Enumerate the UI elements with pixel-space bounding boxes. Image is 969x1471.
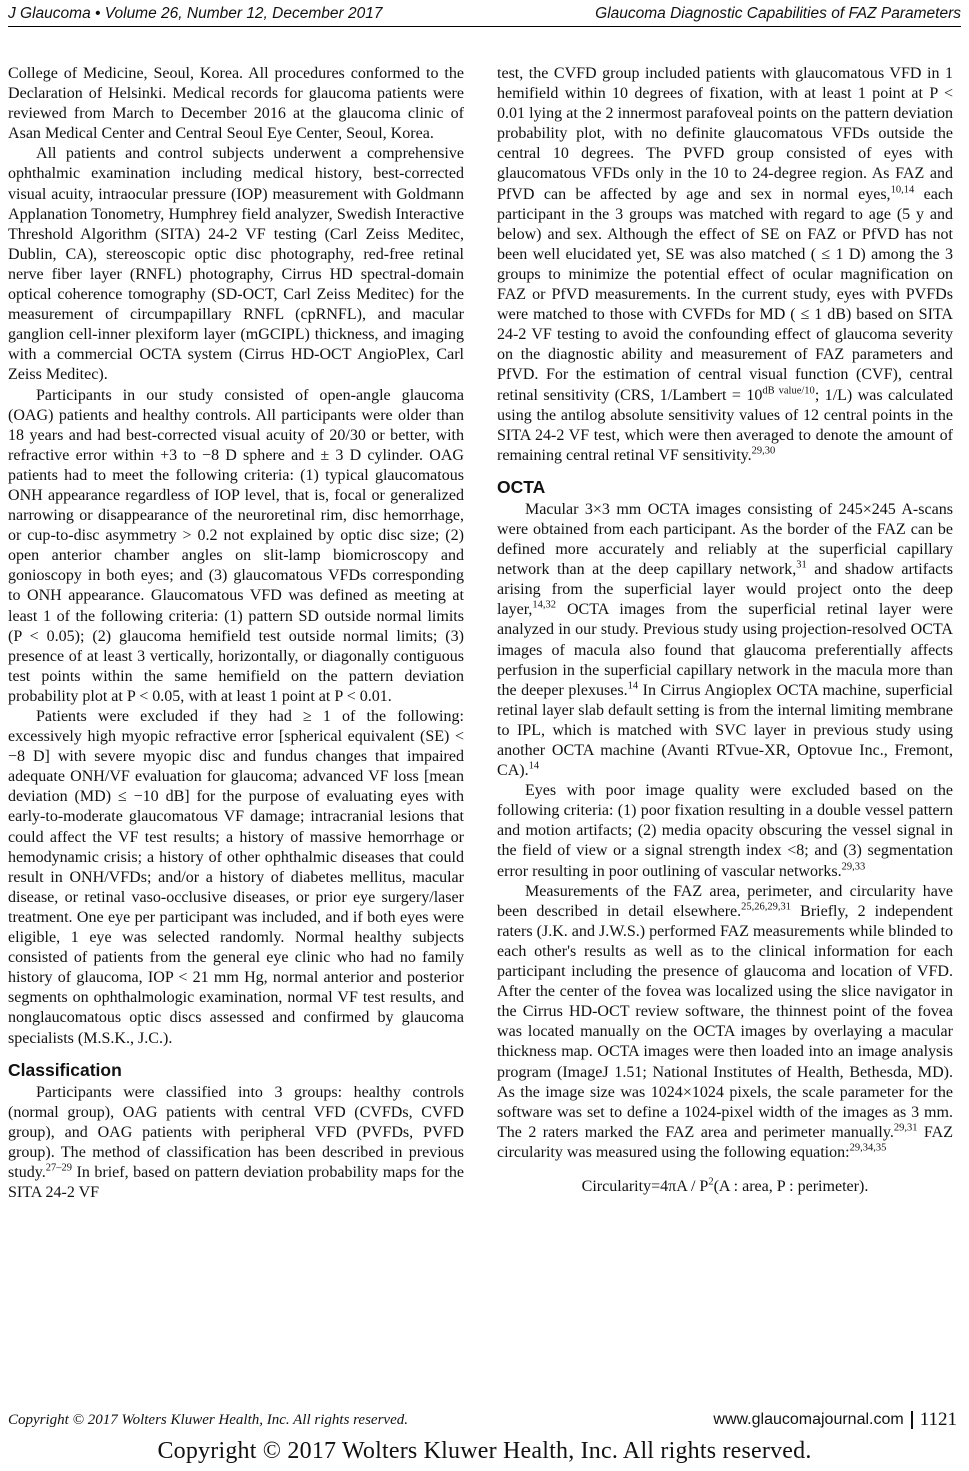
paragraph-text: Patients were excluded if they had ≥ 1 of the following: excessively high myopic refractive error [spherical equivalent (SE) < −8 D] with severe myopic disc and fundus changes that impaired adequate ONH/VF evaluation for glaucoma; advanced VF loss [mean deviation (MD) ≤ −10 dB] for the purpose of evaluating eyes with early-to-moderate glaucomatous VF damage; intracranial lesions that could affect the VF test results; a history of massive hemorrhage or hemodynamic crisis; a history of other ophthalmic diseases that could result in ONH/VFDs; and/or a history of diabetes mellitus, macular disease, or retinal vaso-occlusive diseases, or prior eye surgery/laser treatment. One eye per participant was included, and if both eyes were eligible, 1 eye was selected randomly. Normal healthy subjects consisted of patients from the general eye clinic who had no family history of glaucoma, IOP < 21 mm Hg, normal anterior and posterior segments on ophthalmologic examination, normal VF test results, and nonglaucomatous optic discs assessed and confirmed by glaucoma specialists (M.S.K., J.C.).: [8, 708, 464, 1047]
circularity-equation: [497, 1177, 953, 1197]
paragraph-text: test, the CVFD group included patients with glaucomatous VFD in 1 hemifield within 10 degrees of fixation, with at least 1 point at P < 0.01 lying at the 2 innermost parafoveal points on the pattern deviation probability plot, with no definite glaucomatous VFDs outside the central 10 degrees. The PVFD group consisted of eyes with glaucomatous VFDs only in the 10 to 24-degree region. As FAZ and PfVD can be affected by age and sex in normal eyes,: [497, 65, 953, 203]
paragraph: Participants in our study consisted of open-angle glaucoma (OAG) patients and healthy controls. All participants were older than 18 years and had best-corrected visual acuity of 20/30 or better, with refractive error within +3 to −8 D sphere and ± 3 D cylinder. OAG patients had to meet the following criteria: (1) typical glaucomatous ONH appearance regardless of IOP level, that is, focal or generalized narrowing or disappearance of the neuroretinal rim, disc hemorrhage, or cup-to-disc asymmetry > 0.2 not explained by optic disc size; (2) open anterior chamber angles on slit-lamp biomicroscopy and gonioscopy in both eyes; and (3) glaucomatous VFDs corresponding to ONH appearance. Glaucomatous VFD was defined as meeting at least 1 of the following criteria: (1) pattern SD outside normal limits (P < 0.05); (2) glaucoma hemifield test outside normal limits; (3) presence of at least 3 vertically, horizontally, or diagonally contiguous test points within the same hemifield on the pattern deviation probability plot at P < 0.05, with at least 1 point at P < 0.01.: [8, 386, 464, 705]
paragraph: [497, 781, 953, 881]
page-number: 1121: [919, 1409, 957, 1430]
paragraph-text: Macular 3×3 mm OCTA images consisting of 245×245 A-scans were obtained from each participant. As the border of the FAZ can be defined more accurately and reliably at the superficial capillary network than at the deep capillary network,: [497, 500, 953, 579]
paragraph: [8, 707, 464, 1049]
page-footer: [8, 1408, 957, 1432]
paragraph-text: and shadow artifacts arising from the superficial layer would project onto the deep layer,: [497, 561, 953, 619]
journal-url-link[interactable]: www.glaucomajournal.com: [713, 1411, 904, 1428]
equation-text: Circularity=4πA / P: [581, 1177, 709, 1195]
exponent-superscript: dB value/10: [762, 385, 815, 397]
citation-superscript: 29,30: [751, 445, 776, 457]
citation-superscript: 29,34,35: [849, 1142, 887, 1154]
footer-right: [713, 1409, 957, 1431]
citation-superscript: 14: [627, 680, 639, 692]
journal-citation: J Glaucoma • Volume 26, Number 12, December 2017: [8, 5, 383, 22]
citation-superscript: 14,32: [532, 600, 557, 611]
paragraph: All patients and control subjects underwent a comprehensive ophthalmic examination including medical history, best-corrected visual acuity, intraocular pressure (IOP) measurement with Goldmann Applanation Tonometry, Humphrey field analyzer, Swedish Interactive Threshold Algorithm (SITA) 24-2 VF testing (Carl Zeiss Meditec, Dublin, CA), stereoscopic optic disc photography, red-free retinal nerve fiber layer (RNFL) photography, Cirrus HD spectral-domain optical coherence tomography (SD-OCT, Carl Zeiss Meditec) for the measurement of circumpapillary RNFL (cpRNFL), and macular ganglion cell-inner plexiform layer (mGCIPL) thickness, and imaging with a commercial OCTA system (Cirrus HD-OCT AngioPlex, Carl Zeiss Meditec).: [8, 145, 464, 384]
footer-divider: [911, 1411, 913, 1429]
left-column: [8, 64, 464, 1203]
running-head: [8, 2, 961, 27]
copyright-watermark: Copyright © 2017 Wolters Kluwer Health, Inc. All rights reserved.: [157, 1438, 812, 1464]
paragraph: [497, 500, 953, 781]
citation-superscript: 29,31: [893, 1122, 918, 1134]
paragraph-text: In Cirrus Angioplex OCTA machine, superficial retinal layer slab default setting is from the internal limiting membrane to IPL, which is matched with SVC layer in previous study using another OCTA machine (Avanti RTvue-XR, Optovue Inc., Fremont, CA).: [497, 681, 953, 780]
citation-superscript: 25,26,29,31: [741, 901, 792, 913]
paragraph-text: Eyes with poor image quality were excluded based on the following criteria: (1) poor fixation resulting in a double vessel pattern and motion artifacts; (2) media opacity obscuring the vessel signal in the field of view or a signal strength index <8; and (3) segmentation error resulting in poor outlining of vascular networks.: [497, 782, 953, 880]
equation-exponent: 2: [708, 1176, 714, 1188]
footer-copyright: Copyright © 2017 Wolters Kluwer Health, Inc. All rights reserved.: [8, 1411, 408, 1428]
article-short-title: Glaucoma Diagnostic Capabilities of FAZ Parameters: [595, 5, 961, 22]
section-heading-octa: OCTA: [497, 476, 546, 497]
paragraph-text: each participant in the 3 groups was matched with regard to age (5 y and below) and sex. Although the effect of SE on FAZ or PfVD has not been well elucidated yet, SE was also matched ( ≤ 1 D) among the 3 groups to minimize the potential effect of ocular magnification on FAZ or PfVD measurements. In the current study, eyes with PVFDs were matched to those with CVFDs for MD ( ≤ 1 dB) based on SITA 24-2 VF testing to avoid the confounding effect of glaucoma severity on the diagnostic ability and measurement of FAZ parameters and PfVD. For the estimation of central visual function (CVF), central retinal sensitivity (CRS, 1/Lambert = 10: [497, 185, 953, 404]
paragraph-text: OCTA images from the superficial retinal layer were analyzed in our study. Previous study using projection-resolved OCTA images of macula also found that glaucoma preferentially affects perfusion in the superficial capillary network in the macula more than the deeper plexuses.: [497, 601, 953, 699]
paragraph-text: ; 1/L) was calculated using the antilog absolute sensitivity values of 12 central points in the SITA 24-2 VF test, which were then averaged to denote the amount of remaining central retinal VF sensitivity.: [497, 386, 953, 464]
paragraph-text: Measurements of the FAZ area, perimeter, and circularity have been described in detail elsewhere.: [497, 882, 953, 920]
paragraph: [497, 882, 953, 1163]
paragraph: [8, 1083, 464, 1204]
equation-text: (A : area, P : perimeter).: [713, 1177, 869, 1195]
citation-superscript: 27–29: [45, 1162, 72, 1174]
citation-superscript: 29,33: [841, 861, 866, 873]
section-heading-classification: Classification: [8, 1059, 122, 1080]
citation-superscript: 10,14: [890, 184, 915, 196]
paragraph-text: In brief, based on pattern deviation probability maps for the SITA 24-2 VF: [8, 1163, 464, 1202]
paragraph-text: Participants were classified into 3 groups: healthy controls (normal group), OAG patients with central VFD (CVFDs, CVFD group), and OAG patients with peripheral VFD (PVFDs, PVFD group). The method of classification has been described in previous study.: [8, 1083, 464, 1181]
citation-superscript: 31: [796, 559, 807, 571]
paragraph-text: Briefly, 2 independent raters (J.K. and J.W.S.) performed FAZ measurements while blinded to each other's results as well as to the clinical information for each participant including the presence of glaucoma and location of VFD. After the center of the fovea was localized using the slice navigator in the Cirrus HD-OCT review software, the thinnest point of the fovea was located manually on the OCTA images by overlaying a macular thickness map. OCTA images were then loaded into an image analysis program (ImageJ 1.51; National Institutes of Health, Bethesda, MD). As the image size was 1024×1024 pixels, the scale parameter for the software was set to define a 1024-pixel width of the images as 3 mm. The 2 raters marked the FAZ area and perimeter manually.: [497, 902, 954, 1141]
paragraph: [497, 64, 953, 466]
citation-superscript: 14: [528, 760, 540, 772]
paragraph: College of Medicine, Seoul, Korea. All procedures conformed to the Declaration of Helsinki. Medical records for glaucoma patients were reviewed from March to December 2016 at the glaucoma clinic of Asan Medical Center and Central Seoul Eye Center, Seoul, Korea.: [8, 65, 464, 143]
right-column: [497, 64, 953, 1197]
paragraph-text: FAZ circularity was measured using the following equation:: [497, 1123, 953, 1161]
